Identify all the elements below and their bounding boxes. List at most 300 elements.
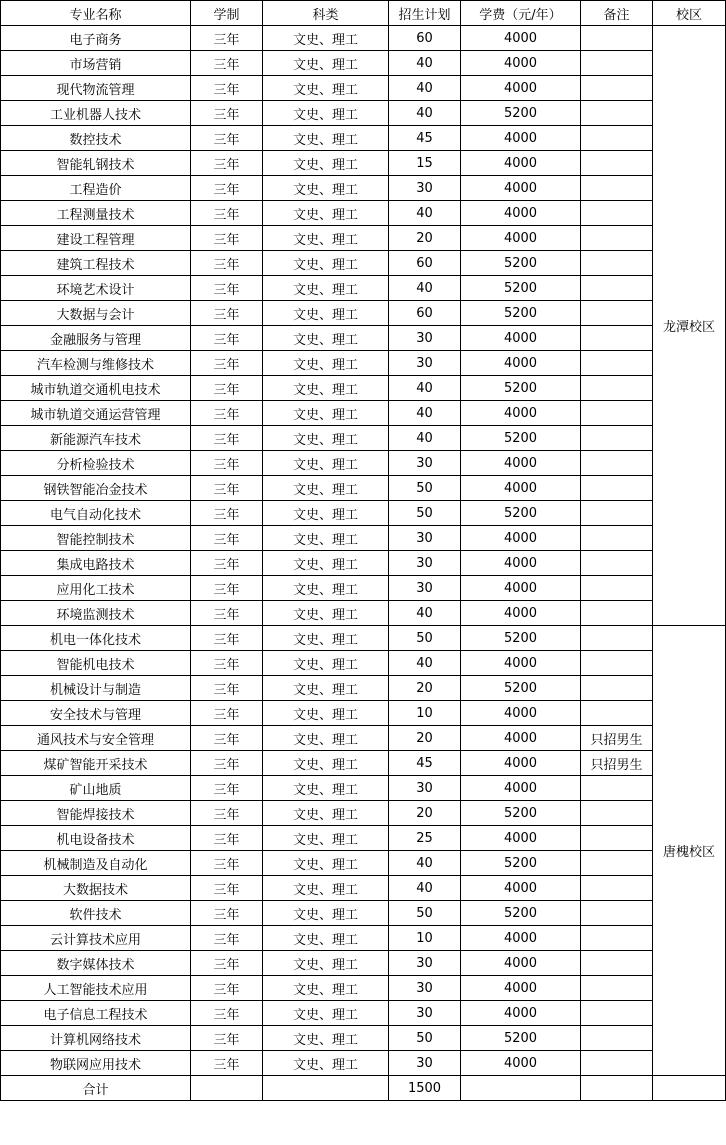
cell-years: 三年: [191, 776, 263, 801]
cell-note: [581, 226, 653, 251]
cell-years: 三年: [191, 951, 263, 976]
cell-major: 电气自动化技术: [1, 501, 191, 526]
table-row: [1, 926, 726, 951]
cell-subject: 文史、理工: [263, 801, 389, 826]
cell-subject: 文史、理工: [263, 601, 389, 626]
cell-major: 物联网应用技术: [1, 1051, 191, 1076]
cell-subject: 文史、理工: [263, 26, 389, 51]
cell-major: 环境监测技术: [1, 601, 191, 626]
total-plan: 1500: [389, 1076, 461, 1101]
cell-plan: 30: [389, 951, 461, 976]
cell-plan: 25: [389, 826, 461, 851]
cell-years: 三年: [191, 576, 263, 601]
cell-major: 计算机网络技术: [1, 1026, 191, 1051]
cell-note: [581, 26, 653, 51]
cell-subject: 文史、理工: [263, 226, 389, 251]
cell-fee: 4000: [461, 126, 581, 151]
table-row: [1, 676, 726, 701]
cell-note: [581, 201, 653, 226]
cell-fee: 4000: [461, 926, 581, 951]
cell-major: 机电设备技术: [1, 826, 191, 851]
table-row: [1, 26, 726, 51]
cell-note: [581, 926, 653, 951]
cell-subject: 文史、理工: [263, 951, 389, 976]
table-row: [1, 551, 726, 576]
total-subject: [263, 1076, 389, 1101]
cell-note: [581, 551, 653, 576]
table-row: [1, 776, 726, 801]
cell-note: [581, 76, 653, 101]
total-note: [581, 1076, 653, 1101]
cell-fee: 4000: [461, 201, 581, 226]
cell-campus: 唐槐校区: [653, 626, 726, 1076]
cell-subject: 文史、理工: [263, 151, 389, 176]
cell-fee: 5200: [461, 801, 581, 826]
cell-fee: 4000: [461, 476, 581, 501]
cell-major: 金融服务与管理: [1, 326, 191, 351]
cell-subject: 文史、理工: [263, 451, 389, 476]
table-row: [1, 501, 726, 526]
total-years: [191, 1076, 263, 1101]
cell-note: [581, 851, 653, 876]
cell-fee: 4000: [461, 976, 581, 1001]
table-row: [1, 901, 726, 926]
cell-subject: 文史、理工: [263, 676, 389, 701]
cell-fee: 4000: [461, 401, 581, 426]
cell-years: 三年: [191, 251, 263, 276]
cell-plan: 30: [389, 976, 461, 1001]
cell-years: 三年: [191, 126, 263, 151]
cell-fee: 4000: [461, 726, 581, 751]
cell-plan: 30: [389, 451, 461, 476]
cell-major: 城市轨道交通机电技术: [1, 376, 191, 401]
cell-note: [581, 876, 653, 901]
cell-note: [581, 476, 653, 501]
cell-note: [581, 351, 653, 376]
cell-plan: 20: [389, 226, 461, 251]
cell-plan: 30: [389, 526, 461, 551]
cell-years: 三年: [191, 526, 263, 551]
cell-fee: 4000: [461, 951, 581, 976]
cell-plan: 20: [389, 726, 461, 751]
table-row: [1, 651, 726, 676]
cell-major: 汽车检测与维修技术: [1, 351, 191, 376]
table-row: [1, 351, 726, 376]
cell-major: 云计算技术应用: [1, 926, 191, 951]
cell-fee: 5200: [461, 851, 581, 876]
cell-major: 数控技术: [1, 126, 191, 151]
cell-subject: 文史、理工: [263, 76, 389, 101]
cell-plan: 40: [389, 376, 461, 401]
cell-fee: 4000: [461, 701, 581, 726]
cell-plan: 50: [389, 476, 461, 501]
cell-subject: 文史、理工: [263, 776, 389, 801]
cell-years: 三年: [191, 1026, 263, 1051]
cell-major: 通风技术与安全管理: [1, 726, 191, 751]
cell-fee: 4000: [461, 26, 581, 51]
cell-plan: 50: [389, 626, 461, 651]
total-label: 合计: [1, 1076, 191, 1101]
cell-fee: 4000: [461, 826, 581, 851]
header-plan: 招生计划: [389, 1, 461, 26]
cell-years: 三年: [191, 976, 263, 1001]
table-row: [1, 526, 726, 551]
cell-fee: 4000: [461, 151, 581, 176]
cell-major: 工程测量技术: [1, 201, 191, 226]
table-row: [1, 301, 726, 326]
cell-note: [581, 401, 653, 426]
cell-major: 智能轧钢技术: [1, 151, 191, 176]
cell-years: 三年: [191, 676, 263, 701]
cell-note: [581, 451, 653, 476]
cell-major: 新能源汽车技术: [1, 426, 191, 451]
cell-subject: 文史、理工: [263, 176, 389, 201]
cell-subject: 文史、理工: [263, 576, 389, 601]
table-row: [1, 701, 726, 726]
cell-major: 软件技术: [1, 901, 191, 926]
cell-years: 三年: [191, 276, 263, 301]
total-row: [1, 1076, 726, 1101]
cell-fee: 4000: [461, 776, 581, 801]
cell-note: [581, 376, 653, 401]
table-row: [1, 801, 726, 826]
table-row: [1, 101, 726, 126]
cell-plan: 40: [389, 51, 461, 76]
header-campus: 校区: [653, 1, 726, 26]
cell-note: [581, 251, 653, 276]
cell-major: 分析检验技术: [1, 451, 191, 476]
cell-subject: 文史、理工: [263, 401, 389, 426]
cell-subject: 文史、理工: [263, 301, 389, 326]
cell-subject: 文史、理工: [263, 901, 389, 926]
cell-subject: 文史、理工: [263, 551, 389, 576]
cell-major: 智能控制技术: [1, 526, 191, 551]
cell-fee: 4000: [461, 326, 581, 351]
cell-subject: 文史、理工: [263, 851, 389, 876]
table-row: [1, 326, 726, 351]
cell-fee: 4000: [461, 226, 581, 251]
cell-years: 三年: [191, 476, 263, 501]
cell-major: 电子商务: [1, 26, 191, 51]
cell-fee: 5200: [461, 301, 581, 326]
cell-subject: 文史、理工: [263, 751, 389, 776]
cell-subject: 文史、理工: [263, 51, 389, 76]
cell-note: 只招男生: [581, 751, 653, 776]
cell-subject: 文史、理工: [263, 101, 389, 126]
table-row: [1, 626, 726, 651]
table-row: [1, 851, 726, 876]
cell-subject: 文史、理工: [263, 926, 389, 951]
cell-fee: 4000: [461, 876, 581, 901]
table-row: [1, 401, 726, 426]
cell-fee: 4000: [461, 76, 581, 101]
cell-plan: 40: [389, 651, 461, 676]
cell-plan: 40: [389, 401, 461, 426]
cell-plan: 30: [389, 351, 461, 376]
cell-fee: 4000: [461, 1051, 581, 1076]
cell-note: [581, 301, 653, 326]
cell-major: 数字媒体技术: [1, 951, 191, 976]
cell-fee: 5200: [461, 1026, 581, 1051]
cell-plan: 40: [389, 426, 461, 451]
cell-plan: 30: [389, 176, 461, 201]
cell-subject: 文史、理工: [263, 651, 389, 676]
cell-years: 三年: [191, 201, 263, 226]
cell-major: 工业机器人技术: [1, 101, 191, 126]
table-row: [1, 751, 726, 776]
table-row: [1, 951, 726, 976]
cell-plan: 20: [389, 676, 461, 701]
cell-subject: 文史、理工: [263, 626, 389, 651]
cell-subject: 文史、理工: [263, 276, 389, 301]
cell-years: 三年: [191, 326, 263, 351]
cell-years: 三年: [191, 601, 263, 626]
cell-years: 三年: [191, 51, 263, 76]
table-row: [1, 376, 726, 401]
cell-note: [581, 1051, 653, 1076]
cell-note: [581, 1001, 653, 1026]
cell-subject: 文史、理工: [263, 126, 389, 151]
cell-note: [581, 101, 653, 126]
cell-subject: 文史、理工: [263, 351, 389, 376]
cell-fee: 4000: [461, 576, 581, 601]
cell-fee: 5200: [461, 901, 581, 926]
cell-plan: 45: [389, 751, 461, 776]
cell-years: 三年: [191, 801, 263, 826]
cell-note: [581, 801, 653, 826]
cell-note: [581, 151, 653, 176]
cell-plan: 40: [389, 851, 461, 876]
cell-major: 现代物流管理: [1, 76, 191, 101]
cell-years: 三年: [191, 76, 263, 101]
cell-subject: 文史、理工: [263, 1051, 389, 1076]
cell-major: 工程造价: [1, 176, 191, 201]
cell-subject: 文史、理工: [263, 426, 389, 451]
cell-note: [581, 951, 653, 976]
cell-note: [581, 901, 653, 926]
cell-plan: 30: [389, 551, 461, 576]
cell-note: [581, 576, 653, 601]
cell-subject: 文史、理工: [263, 876, 389, 901]
table-row: [1, 1051, 726, 1076]
cell-plan: 40: [389, 76, 461, 101]
cell-major: 应用化工技术: [1, 576, 191, 601]
table-row: [1, 176, 726, 201]
total-fee: [461, 1076, 581, 1101]
cell-plan: 40: [389, 876, 461, 901]
cell-note: [581, 326, 653, 351]
cell-subject: 文史、理工: [263, 326, 389, 351]
table-row: [1, 76, 726, 101]
cell-subject: 文史、理工: [263, 1001, 389, 1026]
table-row: [1, 201, 726, 226]
cell-subject: 文史、理工: [263, 251, 389, 276]
cell-note: [581, 601, 653, 626]
cell-fee: 5200: [461, 626, 581, 651]
cell-plan: 40: [389, 601, 461, 626]
cell-major: 安全技术与管理: [1, 701, 191, 726]
cell-years: 三年: [191, 451, 263, 476]
cell-plan: 30: [389, 1051, 461, 1076]
cell-fee: 4000: [461, 351, 581, 376]
table-row: [1, 151, 726, 176]
cell-fee: 5200: [461, 376, 581, 401]
cell-major: 建筑工程技术: [1, 251, 191, 276]
cell-plan: 30: [389, 1001, 461, 1026]
cell-plan: 40: [389, 201, 461, 226]
cell-plan: 60: [389, 251, 461, 276]
cell-major: 建设工程管理: [1, 226, 191, 251]
cell-major: 智能机电技术: [1, 651, 191, 676]
cell-years: 三年: [191, 551, 263, 576]
cell-subject: 文史、理工: [263, 701, 389, 726]
cell-subject: 文史、理工: [263, 376, 389, 401]
cell-years: 三年: [191, 701, 263, 726]
cell-subject: 文史、理工: [263, 476, 389, 501]
cell-major: 机械制造及自动化: [1, 851, 191, 876]
table-row: [1, 476, 726, 501]
cell-years: 三年: [191, 876, 263, 901]
header-major: 专业名称: [1, 1, 191, 26]
cell-fee: 4000: [461, 551, 581, 576]
cell-fee: 5200: [461, 501, 581, 526]
header-fee: 学费（元/年）: [461, 1, 581, 26]
cell-years: 三年: [191, 726, 263, 751]
cell-plan: 50: [389, 501, 461, 526]
cell-major: 智能焊接技术: [1, 801, 191, 826]
cell-note: [581, 176, 653, 201]
table-row: [1, 226, 726, 251]
total-campus: [653, 1076, 726, 1101]
cell-fee: 5200: [461, 251, 581, 276]
table-row: [1, 276, 726, 301]
cell-note: [581, 676, 653, 701]
cell-major: 市场营销: [1, 51, 191, 76]
table-row: [1, 1026, 726, 1051]
cell-years: 三年: [191, 401, 263, 426]
cell-subject: 文史、理工: [263, 526, 389, 551]
cell-plan: 30: [389, 326, 461, 351]
cell-note: [581, 426, 653, 451]
table-row: [1, 1001, 726, 1026]
cell-note: [581, 51, 653, 76]
cell-note: [581, 976, 653, 1001]
cell-subject: 文史、理工: [263, 1026, 389, 1051]
cell-fee: 4000: [461, 1001, 581, 1026]
table-row: [1, 426, 726, 451]
cell-major: 大数据技术: [1, 876, 191, 901]
cell-plan: 10: [389, 701, 461, 726]
cell-years: 三年: [191, 351, 263, 376]
cell-fee: 5200: [461, 101, 581, 126]
cell-plan: 20: [389, 801, 461, 826]
header-years: 学制: [191, 1, 263, 26]
cell-plan: 30: [389, 776, 461, 801]
table-row: [1, 51, 726, 76]
cell-plan: 60: [389, 26, 461, 51]
cell-subject: 文史、理工: [263, 826, 389, 851]
table-row: [1, 126, 726, 151]
cell-major: 城市轨道交通运营管理: [1, 401, 191, 426]
cell-note: [581, 651, 653, 676]
table-row: [1, 576, 726, 601]
cell-years: 三年: [191, 751, 263, 776]
cell-fee: 5200: [461, 676, 581, 701]
cell-major: 电子信息工程技术: [1, 1001, 191, 1026]
table-row: [1, 601, 726, 626]
cell-subject: 文史、理工: [263, 501, 389, 526]
cell-fee: 4000: [461, 451, 581, 476]
cell-years: 三年: [191, 301, 263, 326]
cell-fee: 4000: [461, 601, 581, 626]
table-row: [1, 976, 726, 1001]
cell-note: [581, 826, 653, 851]
table-row: [1, 726, 726, 751]
cell-note: [581, 1026, 653, 1051]
cell-years: 三年: [191, 1051, 263, 1076]
cell-major: 机电一体化技术: [1, 626, 191, 651]
cell-note: [581, 126, 653, 151]
cell-years: 三年: [191, 651, 263, 676]
cell-note: [581, 776, 653, 801]
cell-major: 煤矿智能开采技术: [1, 751, 191, 776]
cell-years: 三年: [191, 176, 263, 201]
cell-note: [581, 626, 653, 651]
cell-fee: 5200: [461, 276, 581, 301]
cell-years: 三年: [191, 851, 263, 876]
cell-plan: 50: [389, 901, 461, 926]
cell-subject: 文史、理工: [263, 201, 389, 226]
cell-plan: 40: [389, 276, 461, 301]
cell-years: 三年: [191, 826, 263, 851]
cell-major: 环境艺术设计: [1, 276, 191, 301]
cell-fee: 5200: [461, 426, 581, 451]
table-row: [1, 826, 726, 851]
cell-fee: 4000: [461, 176, 581, 201]
cell-plan: 60: [389, 301, 461, 326]
cell-subject: 文史、理工: [263, 976, 389, 1001]
cell-years: 三年: [191, 151, 263, 176]
header-note: 备注: [581, 1, 653, 26]
cell-years: 三年: [191, 926, 263, 951]
cell-note: [581, 701, 653, 726]
cell-fee: 4000: [461, 526, 581, 551]
header-subject: 科类: [263, 1, 389, 26]
cell-years: 三年: [191, 501, 263, 526]
cell-fee: 4000: [461, 751, 581, 776]
table-row: [1, 876, 726, 901]
cell-plan: 15: [389, 151, 461, 176]
cell-years: 三年: [191, 376, 263, 401]
cell-fee: 4000: [461, 51, 581, 76]
cell-major: 人工智能技术应用: [1, 976, 191, 1001]
cell-major: 大数据与会计: [1, 301, 191, 326]
cell-years: 三年: [191, 26, 263, 51]
cell-major: 钢铁智能冶金技术: [1, 476, 191, 501]
table-body: [1, 26, 726, 1076]
table-row: [1, 451, 726, 476]
cell-years: 三年: [191, 626, 263, 651]
cell-years: 三年: [191, 226, 263, 251]
cell-note: [581, 501, 653, 526]
cell-fee: 4000: [461, 651, 581, 676]
table-row: [1, 251, 726, 276]
cell-major: 集成电路技术: [1, 551, 191, 576]
cell-years: 三年: [191, 101, 263, 126]
cell-years: 三年: [191, 901, 263, 926]
cell-plan: 45: [389, 126, 461, 151]
cell-note: [581, 526, 653, 551]
